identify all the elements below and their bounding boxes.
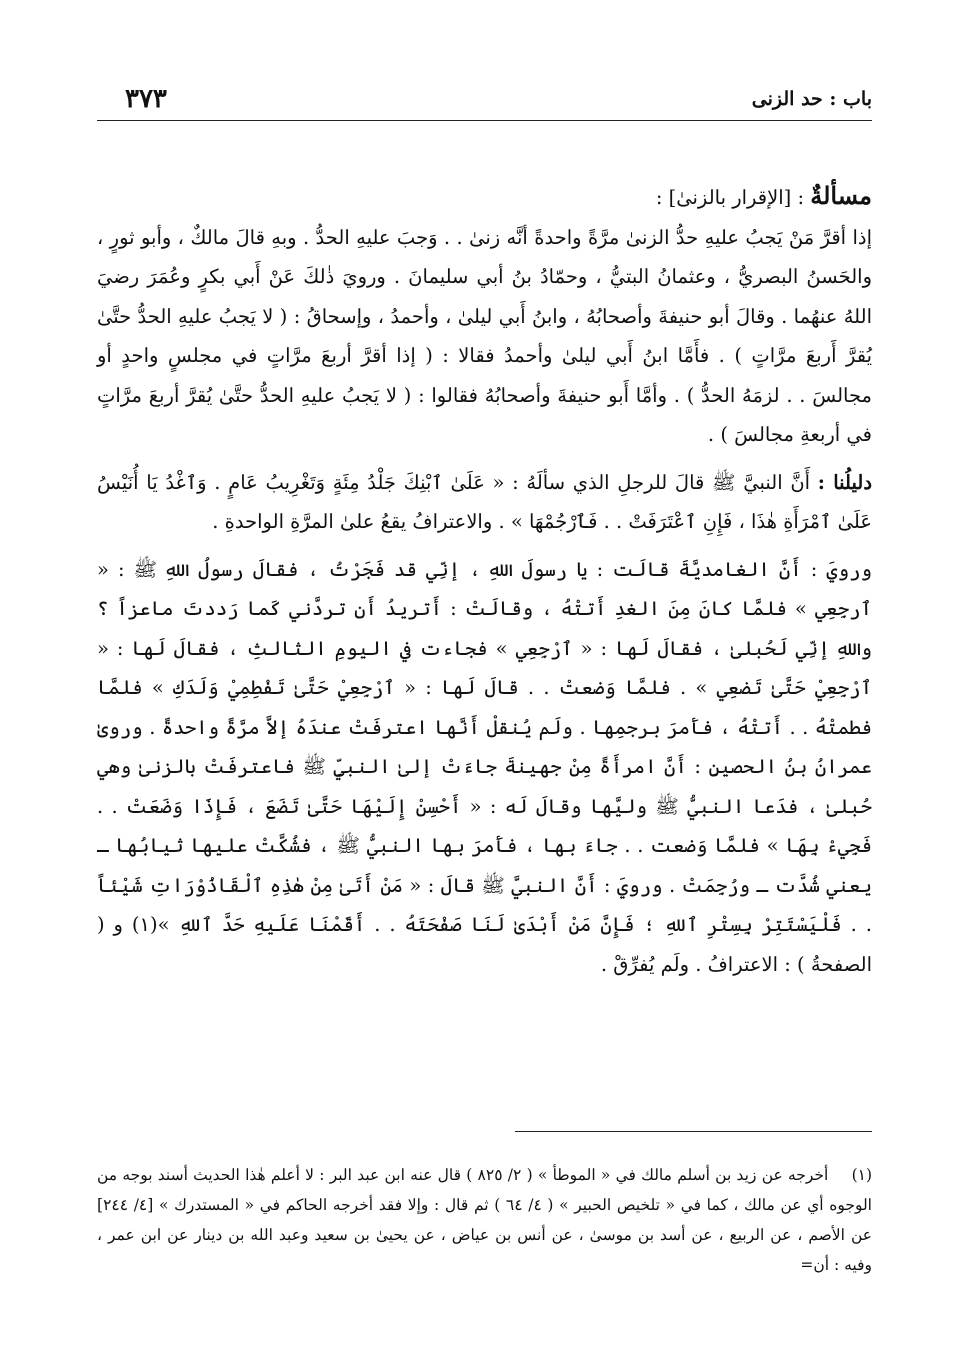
paragraph-gap — [97, 455, 872, 463]
paragraph-narrations: ورويَ : أَنَّ الغامديَّةَ قالَت : يا رسولَ اللهِ ، إنِّي قد فَجَرْتُ ، فقالَ رسولُ اللهِ ﷺ : « ٱرجِعِي » فلمَّا كانَ مِنَ الغدِ أَتتْهُ ، وقالَتْ : أَتريدُ أَن تردَّني كَما رَددتَ ماعزاً ؟ واللهِ إنِّي لَحُبلىٰ ، فقالَ لَها : « ٱرْجِعِي » فجاءت في اليومِ الثالثِ ، فقالَ لَها : « ٱرْجِعِيْ حَتَّىٰ تَضعِي » . فلمَّا وَضعتْ . . قالَ لَها : « ٱرْجِعِيْ حَتَّىٰ تَفْطِمِيْ وَلَدَكِ » فلمَّا فطمتْهُ . . أَتتْهُ ، فأَمرَ برجمِها . ولَم يُنقلْ أَنَّها اعترفَتْ عندَهُ إلاَّ مرَّةً واحدةً . وروىٰ عمرانُ بنُ الحصينِ : أَنَّ امرأَةً مِنْ جهينةَ جاءَتْ إلىٰ النبيِّ ﷺ فاعترفَتْ بالزنىٰ وهي حُبلىٰ ، فدَعا النبيُّ ﷺ وليَّها وقالَ لَه : « أَحْسِنْ إِلَيْهَا حَتَّىٰ تَضَعَ ، فَإِذَا وَضَعَتْ . . فَجِيءْ بِهَا » فلمَّا وَضعت . . جاءَ بها ، فأَمرَ بها النبيُّ ﷺ ، فشُكَّتْ عليها ثيابُها ـ يعني شُدَّت ـ ورُجِمَتْ . ورويَ : أَنَّ النبيَّ ﷺ قالَ : « مَنْ أَتَىٰ مِنْ هٰذِهِ ٱلْقَاذُوْرَاتِ شَيْئاً . . فَلْيَسْتَتِرْ بِسِتْرِ ٱللهِ ؛ فَإِنَّ مَنْ أَبْدَىٰ لَنَا صَفْحَتَهُ . . أَقَمْنَا عَلَيهِ حَدَّ ٱللهِ »(١) و ( الصفحةُ ) : الاعترافُ . ولَم يُفرِّقْ . — [97, 557, 873, 976]
book-page — [97, 0, 872, 1367]
issue-topic: : [الإقرار بالزنىٰ] : — [655, 186, 805, 209]
evidence-label: دليلُنا : — [817, 470, 873, 494]
page-number: ٣٧٣ — [125, 84, 167, 114]
paragraph-ruling: إذا أقرَّ مَنْ يَجبُ عليهِ حدُّ الزنىٰ مرَّةً واحدةً أنَّه زنىٰ . . وَجبَ عليهِ الحدُّ . وبهِ قالَ مالكٌ ، وأبو ثورٍ ، والحَسنُ البصريُّ ، وعثمانُ البتيُّ ، وحمّادُ بنُ أبي سليمانَ . ورويَ ذٰلكَ عَنْ أَبي بكرٍ وعُمَرَ رضيَ اللهُ عنهُما . وقالَ أبو حنيفةَ وأصحابُهُ ، وابنُ أَبي ليلىٰ ، وأحمدُ ، وإسحاقُ : ( لا يَجبُ عليهِ الحدُّ حتَّىٰ يُقرَّ أَربعَ مرَّاتٍ ) . فأَمَّا ابنُ أَبي ليلىٰ وأحمدُ فقالا : ( إذا أقرَّ أربعَ مرَّاتٍ في مجلسٍ واحدٍ أو مجالسَ . . لزمَهُ الحدُّ ) . وأمَّا أَبو حنيفةَ وأصحابُهُ فقالوا : ( لا يَجبُ عليهِ الحدُّ حتَّىٰ يُقرَّ أربعَ مرَّاتٍ في أربعةِ مجالسَ ) . — [97, 225, 872, 446]
running-header — [97, 86, 872, 121]
paragraph-gap — [97, 542, 872, 550]
footnote-text: أخرجه عن زيد بن أسلم مالك في « الموطأ » ( ٢/ ٨٢٥ ) قال عنه ابن عبد البر : لا أعلم هٰذا الحديث أسند بوجه من الوجوه أي عن مالك ، كما في « تلخيص الحبير » ( ٤/ ٦٤ ) ثم قال : وإلا فقد أخرجه الحاكم في « المستدرك » [٤/ ٢٤٤] عن الأصم ، عن الربيع ، عن أسد بن موسىٰ ، عن أنس بن عياض ، عن يحيىٰ بن سعيد وعبد الله بن دينار عن ابن عمر ، وفيه : أن= — [97, 1166, 872, 1274]
issue-heading — [97, 176, 872, 218]
issue-label: مسألةٌ — [810, 181, 872, 210]
evidence-text: أَنَّ النبيَّ ﷺ قالَ للرجلِ الذي سألَهُ : « عَلَىٰ ٱبْنِكَ جَلْدُ مِئَةٍ وَتَغْرِيبُ عَامٍ . وَٱغْدُ يَا أُنَيْسُ عَلَىٰ ٱمْرَأَةِ هٰذَا ، فَإِنِ ٱعْتَرَفَتْ . . فَٱرْجُمْهَا » . والاعترافُ يقعُ علىٰ المرَّةِ الواحدةِ . — [97, 470, 872, 533]
footnote-number: (١) — [851, 1166, 873, 1184]
main-text — [97, 176, 872, 984]
footnote — [97, 1160, 872, 1280]
paragraph-evidence — [97, 463, 872, 542]
chapter-title: باب : حد الزنى — [751, 88, 872, 110]
footnote-separator — [515, 1131, 872, 1132]
